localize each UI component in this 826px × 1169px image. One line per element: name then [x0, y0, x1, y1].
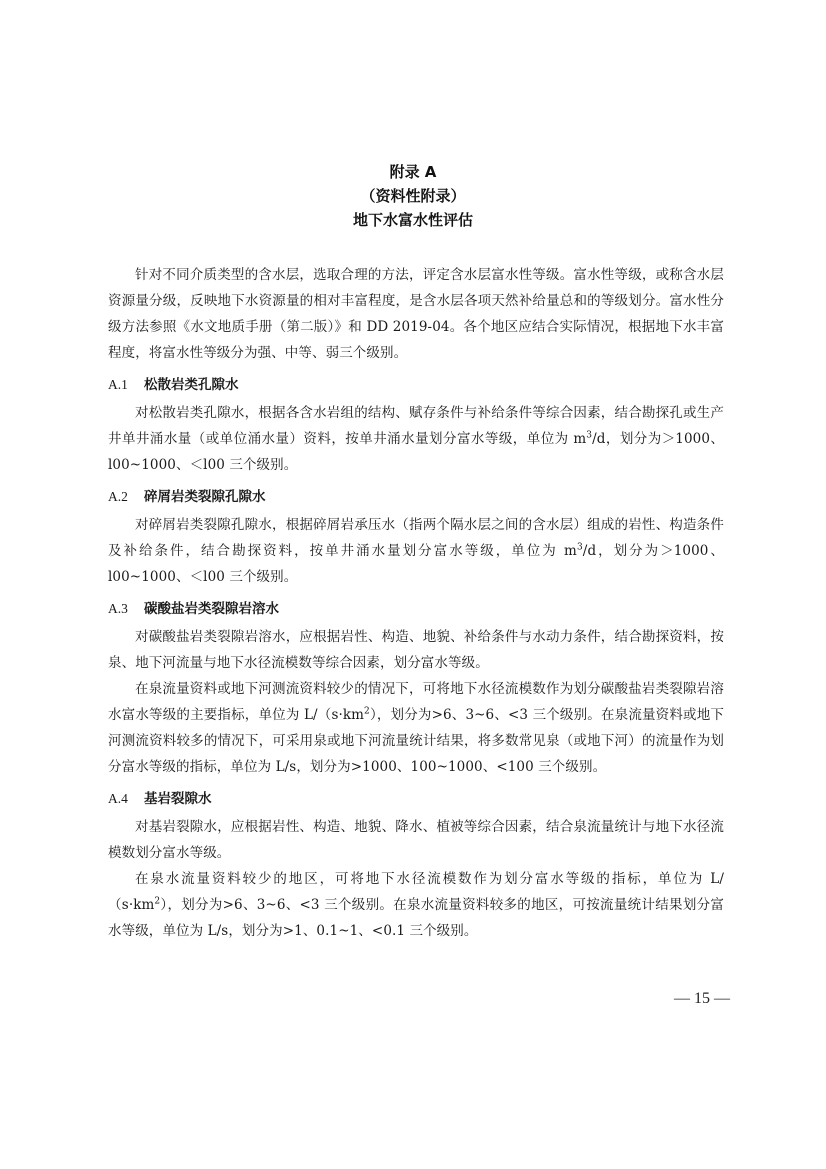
intro-paragraph: 针对不同介质类型的含水层，选取合理的方法，评定含水层富水性等级。富水性等级，或称含水层资源量分级，反映地下水资源量的相对丰富程度，是含水层各项天然补给量总和的等级划分。富水性分级方法参照《水文地质手册（第二版）》和 DD 2019-04。各个地区应结合实际情况，根据地下水丰富程度，将富水性等级分为强、中等、弱三个级别。 [108, 267, 724, 361]
document-body [108, 262, 724, 944]
superscript: 2 [364, 706, 370, 717]
section-title: 碎屑岩类裂隙孔隙水 [144, 489, 266, 505]
section-a2-paragraph [108, 512, 724, 590]
section-heading-a2 [108, 484, 724, 510]
text-run: /d，划分为＞1000、l00~1000、＜l00 三个级别。 [108, 431, 725, 473]
section-title: 碳酸盐岩类裂隙岩溶水 [144, 601, 279, 617]
page-number: — 15 — [674, 990, 730, 1007]
section-a3-paragraph-1: 对碳酸盐岩类裂隙岩溶水，应根据岩性、构造、地貌、补给条件与水动力条件，结合勘探资料，按泉、地下河流量与地下水径流模数等综合因素，划分富水等级。 [108, 629, 724, 671]
superscript: 3 [586, 430, 593, 441]
text-run: ），划分为>6、3~6、<3 三个级别。在泉水流量资料较多的地区，可按流量统计结果划分富水等级，单位为 L/s，划分为>1、0.1~1、<0.1 三个级别。 [108, 897, 725, 939]
section-title: 松散岩类孔隙水 [144, 377, 239, 393]
section-title: 基岩裂隙水 [144, 791, 212, 807]
section-a4-paragraph-2 [108, 866, 724, 944]
section-number: A.1 [108, 377, 128, 392]
superscript: 3 [576, 542, 583, 553]
text-run: ），划分为>6、3~6、<3 三个级别。在泉流量资料或地下河测流资料较多的情况下，可采用泉或地下河流量统计结果，将多数常见泉（或地下河）的流量作为划分富水等级的指标，单位为 L/s，划分为>1000、100~1000、<100 三个级别。 [108, 707, 724, 775]
text-run: 对松散岩类孔隙水，根据各含水岩组的结构、赋存条件与补给条件等综合因素，结合勘探孔或生产井单井涌水量（或单位涌水量）资料，按单井涌水量划分富水等级，单位为 m [108, 405, 724, 447]
appendix-header [0, 160, 826, 232]
section-a1-paragraph [108, 400, 724, 478]
section-heading-a1 [108, 372, 724, 398]
appendix-title: 附录 A [389, 163, 437, 181]
text-run: 对碎屑岩类裂隙孔隙水，根据碎屑岩承压水（指两个隔水层之间的含水层）组成的岩性、构造条件及补给条件，结合勘探资料，按单井涌水量划分富水等级，单位为 m [108, 517, 724, 559]
appendix-subject: 地下水富水性评估 [352, 211, 473, 229]
section-a4-paragraph-1: 对基岩裂隙水，应根据岩性、构造、地貌、降水、植被等综合因素，结合泉流量统计与地下水径流模数划分富水等级。 [108, 819, 724, 861]
section-heading-a4 [108, 786, 724, 812]
superscript: 2 [154, 896, 161, 907]
text-run: /d，划分为＞1000、l00~1000、＜l00 三个级别。 [108, 543, 724, 585]
section-number: A.3 [108, 601, 128, 616]
section-a3-paragraph-2 [108, 676, 724, 780]
text-run: 在泉水流量资料较少的地区，可将地下水径流模数作为划分富水等级的指标，单位为 L/（s·km [108, 871, 724, 913]
section-number: A.2 [108, 489, 128, 504]
text-run: 在泉流量资料或地下河测流资料较少的情况下，可将地下水径流模数作为划分碳酸盐岩类裂隙岩溶水富水等级的主要指标，单位为 L/（s·km [108, 681, 724, 723]
section-heading-a3 [108, 596, 724, 622]
section-number: A.4 [108, 791, 128, 806]
appendix-type: （资料性附录） [360, 187, 466, 205]
